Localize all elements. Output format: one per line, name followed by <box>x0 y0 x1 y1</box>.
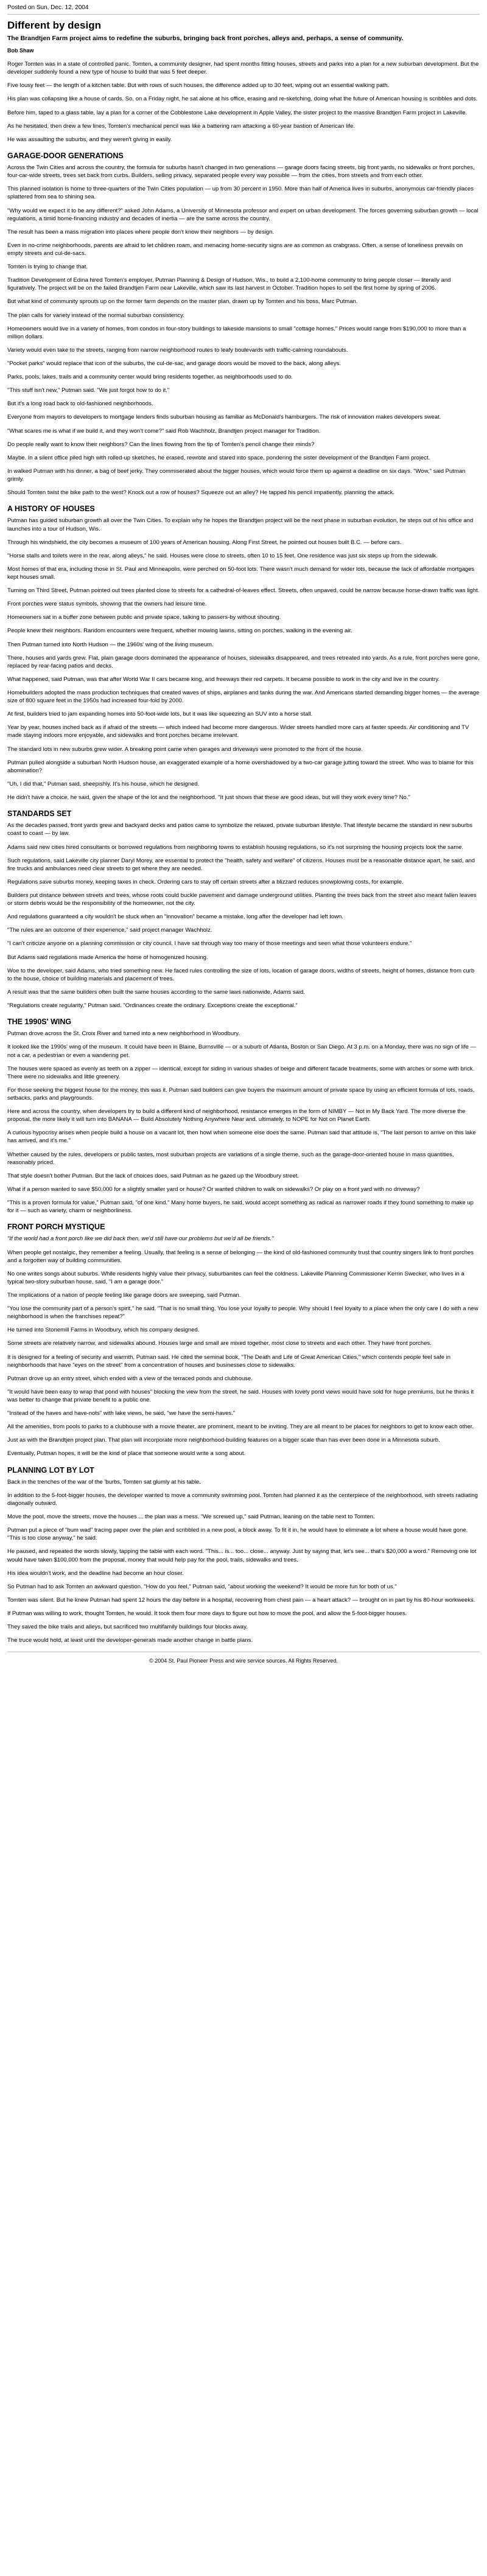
article-paragraph: The implications of a nation of people feeling like garage doors are sweeping, said Putman. <box>7 1292 241 1299</box>
article-paragraph: "This stuff isn't new," Putman said. "We just forgot how to do it." <box>7 387 170 394</box>
article-paragraph: Front porches were status symbols, showing that the owners had leisure time. <box>7 601 207 608</box>
article-paragraph: "Why would we expect it to be any different?" asked John Adams, a University of Minnesota professor and expert on urban development. The forces governing suburban growth — local regulations, a timid home-financing industry and decades of inertia — are the same across the country. <box>7 207 478 222</box>
article-paragraph: "If the world had a front porch like we did back then, we'd still have our problems but we'd all be friends." <box>7 1235 274 1243</box>
headline: Different by design <box>7 19 101 31</box>
article-paragraph: Putman has guided suburban growth all over the Twin Cities. To explain why he hopes the Brandtjen project will be the next phase in suburban evolution, he steps out of his office and launches into a tour of Hudson, Wis. <box>7 517 474 532</box>
article-paragraph: Variety would even take to the streets, ranging from narrow neighborhood routes to leafy boulevards with traffic-calming roundabouts. <box>7 346 348 354</box>
article-paragraph: But what kind of community sprouts up on the former farm depends on the master plan, drawn up by Tomten and his boss, Marc Putman. <box>7 298 358 305</box>
article-paragraph: Putman put a piece of "bum wad" tracing paper over the plan and scribbled in a new pool, a block away. To fit it in, he would have to eliminate a lot where a house would have gone. "This is too close anyway," he said. <box>7 1527 468 1542</box>
article-paragraph: Homeowners would live in a variety of homes, from condos in four-story buildings to lakeside mansions to small "cottage homes." Prices would range from $190,000 to more than a million dollars. <box>7 325 466 340</box>
article-paragraph: Homeowners sat in a buffer zone between public and private space, talking to passers-by without shouting. <box>7 614 281 621</box>
article-paragraph: Even in no-crime neighborhoods, parents are afraid to let children roam, and menacing home-security signs are as common as crabgrass. Often, a sense of loneliness prevails on empty streets and cul-de-sacs. <box>7 242 463 257</box>
article-paragraph: What if a person wanted to save $50,000 for a slightly smaller yard or house? Or wanted children to walk on sidewalks? Or play on a front yard with no driveway? <box>7 1185 420 1193</box>
article-paragraph: That style doesn't bother Putman. But the lack of choices does, said Putman as he gazed up the Woodbury street. <box>7 1172 300 1179</box>
article-paragraph: Parks, pools, lakes, trails and a community center would bring residents together, as neighborhoods used to do. <box>7 374 293 381</box>
article-paragraph: "This is a proven formula for value," Putman said, "of one kind." Many home buyers, he said, would accept something as radical as narrower roads if they found something to make up for it — such as variety, charm or neighborliness. <box>7 1199 474 1215</box>
article-paragraph: "Horse stalls and toilets were in the rear, along alleys," he said. Houses were close to streets, often 10 to 15 feet. One residence was just six steps up from the sidewalk. <box>7 552 438 559</box>
article-paragraph: Tomten was silent. But he knew Putman had spent 12 hours the day before in a hospital, recovering from chest pain — a heart attack? — brought on in part by his 80-hour workweeks. <box>7 1596 475 1604</box>
article-paragraph: "It would have been easy to wrap that pond with houses" blocking the view from the street, he said. Houses with lovely pond views would have sold for huge premiums, but he thinks it was better to change that private benefit to a public one. <box>7 1388 474 1403</box>
article-paragraph: Such regulations, said Lakeville city planner Daryl Morey, are essential to protect the "health, safety and welfare" of citizens. Houses must be a reasonable distance apart, he said, and fire trucks and ambulances need clear streets to get where they are needed. <box>7 857 475 872</box>
article-paragraph: Regulations save suburbs money, keeping taxes in check. Ordering cars to stay off certain streets after a blizzard reduces snowplowing costs, for example. <box>7 878 404 885</box>
article-paragraph: "I can't criticize anyone on a planning commission or city council. I have sat through way too many of those meetings and seen what those volunteers endure." <box>7 940 412 948</box>
article-paragraph: In addition to the 5-foot-bigger houses, the developer wanted to move a community swimming pool. Tomten had planned it as the centerpiece of the neighborhood, with streets radiating diagonally outward. <box>7 1492 478 1507</box>
article-paragraph: Whether caused by the rules, developers or public tastes, most suburban projects are variations of a single theme, such as the garage-door-oriented house in mass quantities, reasonably priced. <box>7 1151 454 1166</box>
article-paragraph: Then Putman turned into North Hudson — the 1960s' wing of the living museum. <box>7 641 214 648</box>
top-divider <box>7 14 480 15</box>
article-paragraph: If Putman was willing to work, thought Tomten, he would. It took them four more days to figure out how to move the pool, and allow the 5-foot-bigger houses. <box>7 1610 407 1617</box>
article-paragraph: The result has been a mass migration into places where people don't know their neighbors — by design. <box>7 228 275 236</box>
article-paragraph: A curious hypocrisy arises when people build a house on a vacant lot, then howl when someone else does the same. Putman said that attitude is, "The last person to arrive on this lake has arrived, and it's me." <box>7 1129 476 1145</box>
article-paragraph: Across the Twin Cities and across the country, the formula for suburbs hasn't changed in two generations — garage doors facing streets, big front yards, no sidewalks or front porches, four-car-wide streets, trees set back from curbs. Builders, selling privacy, separated people every way possible — from the cities, from streets and from each other. <box>7 164 475 180</box>
article-paragraph: It looked like the 1990s' wing of the museum. It could have been in Blaine, Burnsville — or a suburb of Atlanta, Boston or San Diego. At 3 p.m. on a Monday, there was no sign of life — not a car, a pedestrian or even a wandering pet. <box>7 1044 476 1059</box>
article-paragraph: Putman pulled alongside a suburban North Hudson house, an exaggerated example of a home overshadowed by a two-car garage jutting toward the street. Who was to blame for this abomination? <box>7 759 474 774</box>
article-paragraph: Homebuilders adopted the mass production techniques that created waves of ships, airplanes and tanks during the war. And Americans started demanding bigger homes — the average size of 800 square feet in the 1950s had increased four-fold by 2000. <box>7 689 480 705</box>
article-paragraph: All the amenities, from pools to parks to a clubhouse with a movie theater, are prominent, meant to be inviting. They are all meant to be places for neighbors to get to know each other. <box>7 1423 474 1431</box>
section-heading: GARAGE-DOOR GENERATIONS <box>7 151 124 160</box>
article-paragraph: At first, builders tried to jam expanding homes into 50-foot-wide lots, but it was like squeezing an SUV into a horse stall. <box>7 711 313 718</box>
article-paragraph: He turned into Stonemill Farms in Woodbury, which his company designed. <box>7 1327 200 1334</box>
article-paragraph: Builders put distance between streets and trees, whose roots could buckle pavement and damage underground utilities. Planting the trees back from the street also meant fallen leaves or storm debris would be the responsibility of the homeowner, not the city. <box>7 892 477 907</box>
section-heading: PLANNING LOT BY LOT <box>7 1465 94 1475</box>
article-paragraph: "What scares me is what if we build it, and they won't come?" said Rob Wachholz, Brandtjen project manager for Tradition. <box>7 427 321 435</box>
article-paragraph: The plan calls for variety instead of the normal suburban consistency. <box>7 312 184 319</box>
article-paragraph: Just as with the Brandtjen project plan. That plan will incorporate more neighborhood-building features on a bigger scale than has ever been done in a Minnesota suburb. <box>7 1437 440 1444</box>
article-paragraph: Five lousy feet — the length of a kitchen table. But with rows of such houses, the difference added up to 30 feet, wiping out an essential walking path. <box>7 82 390 89</box>
section-heading: THE 1990S' WING <box>7 1017 72 1027</box>
byline: Bob Shaw <box>7 47 34 54</box>
article-paragraph: But it's a long road back to old-fashioned neighborhoods. <box>7 400 153 408</box>
article-paragraph: Eventually, Putman hopes, it will be the kind of place that someone would write a song about. <box>7 1450 246 1457</box>
article-paragraph: Putman drove across the St. Croix River and turned into a new neighborhood in Woodbury. <box>7 1030 240 1038</box>
article-paragraph: As the decades passed, front yards grew and backyard decks and patios came to symbolize the relaxed, private suburban lifestyle. That lifestyle became the standard in new suburbs coast to coast — by law. <box>7 822 472 837</box>
article-paragraph: Everyone from mayors to developers to mortgage lenders finds suburban housing as familiar as McDonald's hamburgers. The risk of innovation makes developers sweat. <box>7 414 441 421</box>
article-paragraph: Roger Tomten was in a state of controlled panic. Tomten, a community designer, had spent months fitting houses, streets and parks into a plan for a new suburban development. But the developer suddenly found a new type of house to build that was 5 feet deeper. <box>7 61 479 76</box>
article-paragraph: "Regulations create regularity," Putman said. "Ordinances create the ordinary. Exceptions create the exceptional." <box>7 1002 298 1009</box>
posted-date: Posted on Sun, Dec. 12, 2004 <box>7 4 89 11</box>
article-paragraph: "The rules are an outcome of their experience," said project manager Wachholz. <box>7 927 212 934</box>
article-paragraph: And regulations guaranteed a city wouldn't be stuck when an "innovation" became a mistake, long after the developer had left town. <box>7 913 343 921</box>
article-paragraph: Here and across the country, when developers try to build a different kind of neighborhood, resistance emerges in the form of NIMBY — Not in My Back Yard. The more diverse the proposal, the more likely it will turn into BANANA — Build Absolutely Nothing Anywhere Near and, ultimately, to NOPE for Not on Planet Earth. <box>7 1108 466 1123</box>
article-paragraph: "You lose the community part of a person's spirit," he said. "That is no small thing. You lose your loyalty to people. Why should I feel loyalty to a place when the only care I do with a new neighborhood is when the franchises repeat?" <box>7 1305 478 1321</box>
article-paragraph: "Uh, I did that," Putman said, sheepishly. It's his house, which he designed. <box>7 780 200 787</box>
article-paragraph: Before him, taped to a glass table, lay a plan for a corner of the Cobblestone Lake development in Apple Valley, the sister project to the massive Brandtjen Farm project in Lakeville. <box>7 109 468 116</box>
section-heading: FRONT PORCH MYSTIQUE <box>7 1223 105 1232</box>
article-paragraph: He didn't have a choice, he said, given the shape of the lot and the neighborhood. "It just shows that these are good ideas, but will they work every time? No." <box>7 794 410 801</box>
article-paragraph: His plan was collapsing like a house of cards. So, on a Friday night, he sat alone at his office, erasing and re-sketching, doing what the future of American housing is scribbles and dots. <box>7 96 478 103</box>
article-paragraph: This planned isolation is home to three-quarters of the Twin Cities population — up from 30 percent in 1950. More than half of America lives in suburbs, anonymous car-friendly places splattered from sea to shining sea. <box>7 186 474 201</box>
copyright-footer: © 2004 St. Paul Pioneer Press and wire service sources. All Rights Reserved. <box>7 1652 480 1668</box>
article-paragraph: Tradition Development of Edina hired Tomten's employer, Putman Planning & Design of Hudson, Wis., to build a 2,100-home community to bring people closer — literally and figuratively. The project will be on the failed Brandtjen Farm near Lakeville, which saw its last harvest in October. Tradition hopes to sell the first home by spring of 2006. <box>7 277 451 292</box>
article-paragraph: Tomten is trying to change that. <box>7 264 88 271</box>
article-paragraph: Some streets are relatively narrow, and sidewalks abound. Houses large and small are mixed together, most close to streets and each other. They have front porches. <box>7 1340 432 1347</box>
article-paragraph: Woe to the developer, said Adams, who tried something new. He faced rules controlling the size of lots, location of garage doors, widths of streets, height of homes, distance from curb to the house, choice of building materials and placement of trees. <box>7 967 475 982</box>
article-paragraph: Through his windshield, the city becomes a museum of 100 years of American housing. Along First Street, he pointed out houses built B.C. — before cars. <box>7 539 402 546</box>
article-paragraph: When people get nostalgic, they remember a feeling. Usually, that feeling is a sense of belonging — the kind of old-fashioned community trust that country singers link to front porches and a forgotten way of building communities. <box>7 1249 474 1264</box>
article-paragraph: No one writes songs about suburbs. While residents highly value their privacy, suburbanites can feel the coldness. Lakeville Planning Commissioner Kerrin Swecker, who lives in a typical two-story suburban house, said, "I am a garage door." <box>7 1270 464 1285</box>
article-paragraph: It is designed for a feeling of security and warmth, Putman said. He cited the seminal book, "The Death and Life of Great American Cities," which contends people feel safe in neighborhoods that have "eyes on the street" from a concentration of houses and businesses close to sidewalks. <box>7 1353 451 1369</box>
section-heading: A HISTORY OF HOUSES <box>7 504 95 514</box>
article-paragraph: Year by year, houses inched back as if afraid of the streets — which indeed had become more dangerous. Wider streets handled more cars at faster speeds. Air conditioning and TV made staying indoors more enjoyable, and sidewalks and front porches became irrelevant. <box>7 724 469 739</box>
article-body <box>7 60 480 1644</box>
article-paragraph: People knew their neighbors. Random encounters were frequent, whether mowing lawns, sitting on porches, walking in the evening air. <box>7 627 352 635</box>
article-page <box>0 4 487 1669</box>
article-paragraph: "Instead of the haves and have-nots" with lake views, he said, "we have the semi-haves." <box>7 1410 236 1417</box>
article-paragraph: There, houses and yards grew. Flat, plain garage doors dominated the appearance of houses, sidewalks disappeared, and trees retreated into yards. As a rule, front porches were gone, replaced by rear-facing patios and decks. <box>7 654 480 669</box>
deck: The Brandtjen Farm project aims to redefine the suburbs, bringing back front porches, alleys and, perhaps, a sense of community. <box>7 35 404 43</box>
article-paragraph: The houses were spaced as evenly as teeth on a zipper — identical, except for siding in various shades of beige and different facade treatments, some with arches or some with brick. There were no sidewalks and little greenery. <box>7 1065 475 1080</box>
article-paragraph: His idea wouldn't work, and the deadline had become an hour closer. <box>7 1569 184 1577</box>
article-paragraph: Turning on Third Street, Putman pointed out trees planted close to streets for a cathedral-of-leaves effect. Streets, often unpaved, could be narrow because horse-drawn traffic was light. <box>7 587 480 595</box>
article-paragraph: He paused, and repeated the words slowly, tapping the table with each word. "This... is... too... close... anyway. Just by saying that, let's see... that's $20,000 a word." Removing one lot would have taken $100,000 from the proposal, money that would help pay for the pool, trails, sidewalks and trees. <box>7 1548 477 1563</box>
article-paragraph: Move the pool, move the streets, move the houses ... the plan was a mess. "We screwed up," said Putman, leaning on the table next to Tomten. <box>7 1513 375 1521</box>
article-paragraph: Adams said new cities hired consultants or borrowed regulations from neighboring towns to establish housing regulations, so it's not surprising the housing projects look the same. <box>7 843 464 851</box>
article-paragraph: In walked Putman with his dinner, a bag of beef jerky. They commiserated about the bigger houses, which would force them up against a deadline on six days. "Wow," said Putman grimly. <box>7 467 466 483</box>
article-paragraph: Maybe. In a silent office piled high with rolled-up sketches, he erased, rewrote and stared into space, pondering the sister development of the Brandtjen Farm project. <box>7 454 430 461</box>
article-paragraph: He was assaulting the suburbs, and they weren't giving in easily. <box>7 136 172 143</box>
article-paragraph: Most homes of that era, including those in St. Paul and Minneapolis, were perched on 50-foot lots. There wasn't much demand for wider lots, because the lack of affordable mortgages kept houses small. <box>7 565 475 581</box>
article-paragraph: For those seeking the biggest house for the money, this was it. Putman said builders can give buyers the maximum amount of private space by using an efficient formula of lots, roads, setbacks, parks and playgrounds. <box>7 1086 475 1101</box>
section-heading: STANDARDS SET <box>7 809 72 819</box>
article-paragraph: Back in the trenches of the war of the 'burbs, Tomten sat glumly at his table. <box>7 1478 201 1485</box>
article-paragraph: Do people really want to know their neighbors? Can the lines flowing from the tip of Tomten's pencil change their minds? <box>7 441 315 448</box>
article-paragraph: "Pocket parks" would replace that icon of the suburbs, the cul-de-sac, and garage doors would be moved to the back, along alleys. <box>7 360 342 368</box>
article-paragraph: Should Tomten twist the bike path to the west? Knock out a row of houses? Squeeze out an alley? He tapped his pencil impatiently, planning the attack. <box>7 489 395 497</box>
article-paragraph: Putman drove up an entry street, which ended with a view of the terraced ponds and clubhouse. <box>7 1375 253 1382</box>
article-paragraph: The truce would hold, at least until the developer-generals made another change in battle plans. <box>7 1637 253 1644</box>
article-paragraph: They saved the bike trails and alleys, but sacrificed two multifamily buildings four blocks away. <box>7 1624 248 1631</box>
article-paragraph: As he hesitated, then drew a few lines, Tomten's mechanical pencil was like a battering ram attacking a 60-year bastion of American life. <box>7 122 355 130</box>
article-paragraph: What happened, said Putman, was that after World War II cars became king, and freeways their red carpets. It became possible to work in the city and live in the country. <box>7 675 440 683</box>
article-paragraph: So Putman had to ask Tomten an awkward question. "How do you feel," Putman said, "about working the weekend? It would be more fun for both of us." <box>7 1583 397 1590</box>
article-paragraph: The standard lots in new suburbs grew wider. A breaking point came when garages and driveways were promoted to the front of the house. <box>7 745 363 753</box>
article-paragraph: A result was that the same builders often built the same houses according to the same laws nationwide, Adams said. <box>7 988 305 996</box>
article-paragraph: But Adams said regulations made America the home of homogenized housing. <box>7 954 208 961</box>
